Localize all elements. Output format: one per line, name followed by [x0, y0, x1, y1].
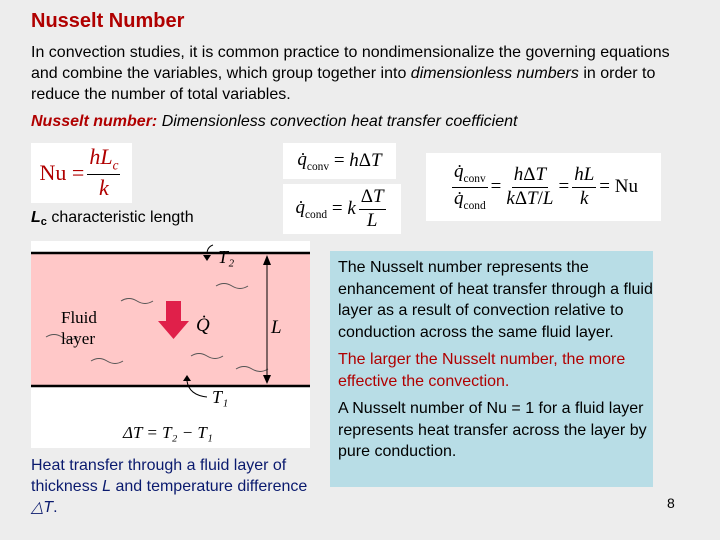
thickness-label: L	[271, 317, 282, 338]
explanation-paragraph-3: A Nusselt number of Nu = 1 for a fluid layer represents heat transfer across the layer by pure conduction.	[338, 400, 647, 460]
intro-emphasis: dimensionless numbers	[410, 65, 579, 82]
intro-paragraph	[31, 42, 681, 105]
ratio-equation: $\frac{q̇_{conv}}{q̇_{cond}}$ = $\frac{\text{hΔT}}{\text{kΔT/L}}$ = $\frac{hL}{k}$ = Nu	[426, 153, 661, 221]
page-title: Nusselt Number	[31, 10, 185, 32]
caption-L: L	[102, 478, 112, 495]
intro-text-2: in order to reduce the number of total variables.	[31, 65, 656, 103]
lc-text: characteristic length	[46, 209, 194, 226]
figure-caption	[31, 455, 311, 518]
caption-text-2: and temperature difference	[111, 478, 308, 495]
nusselt-explanation-box	[330, 251, 653, 487]
heat-rate-label: Q̇	[196, 315, 210, 336]
page-number: 8	[667, 495, 675, 511]
nusselt-definition	[31, 113, 517, 131]
fluid-label-line2: layer	[61, 329, 95, 348]
fluid-layer-diagram	[31, 241, 310, 448]
caption-delta-t: △T	[31, 499, 54, 516]
lc-subscript: c	[40, 216, 47, 228]
convection-equation: $q̇_{conv}$ = h Δ T	[283, 143, 396, 179]
intro-text-1: In convection studies, it is common practice to nondimensionalize the governing equations and combine the variables, which group together into	[31, 44, 670, 82]
caption-text-1: Heat transfer through a fluid layer of thickness	[31, 457, 287, 495]
conduction-equation: $q̇_{cond}$ = k $\frac{\Delta T}{L}$	[283, 184, 401, 234]
explanation-paragraph-1: The Nusselt number represents the enhancement of heat transfer through a fluid layer as a result of convection relative to conduction across the same fluid layer.	[338, 259, 653, 341]
caption-end: .	[53, 499, 58, 516]
definition-term: Nusselt number:	[31, 113, 158, 130]
characteristic-length-label	[31, 209, 194, 228]
fluid-layer-figure	[31, 241, 310, 448]
lc-symbol: L	[31, 209, 41, 226]
top-temperature-label: T₂	[218, 247, 235, 267]
nusselt-equation: Nu = $\frac{hL_c}{k}$	[31, 143, 132, 203]
definition-text: Dimensionless convection heat transfer coefficient	[157, 113, 518, 130]
bottom-temperature-label: T₁	[212, 387, 229, 407]
explanation-paragraph-2: The larger the Nusselt number, the more effective the convection.	[338, 351, 626, 390]
delta-t-equation: ΔT = T₂ − T₁	[123, 423, 213, 442]
fluid-label-line1: Fluid	[61, 308, 97, 327]
